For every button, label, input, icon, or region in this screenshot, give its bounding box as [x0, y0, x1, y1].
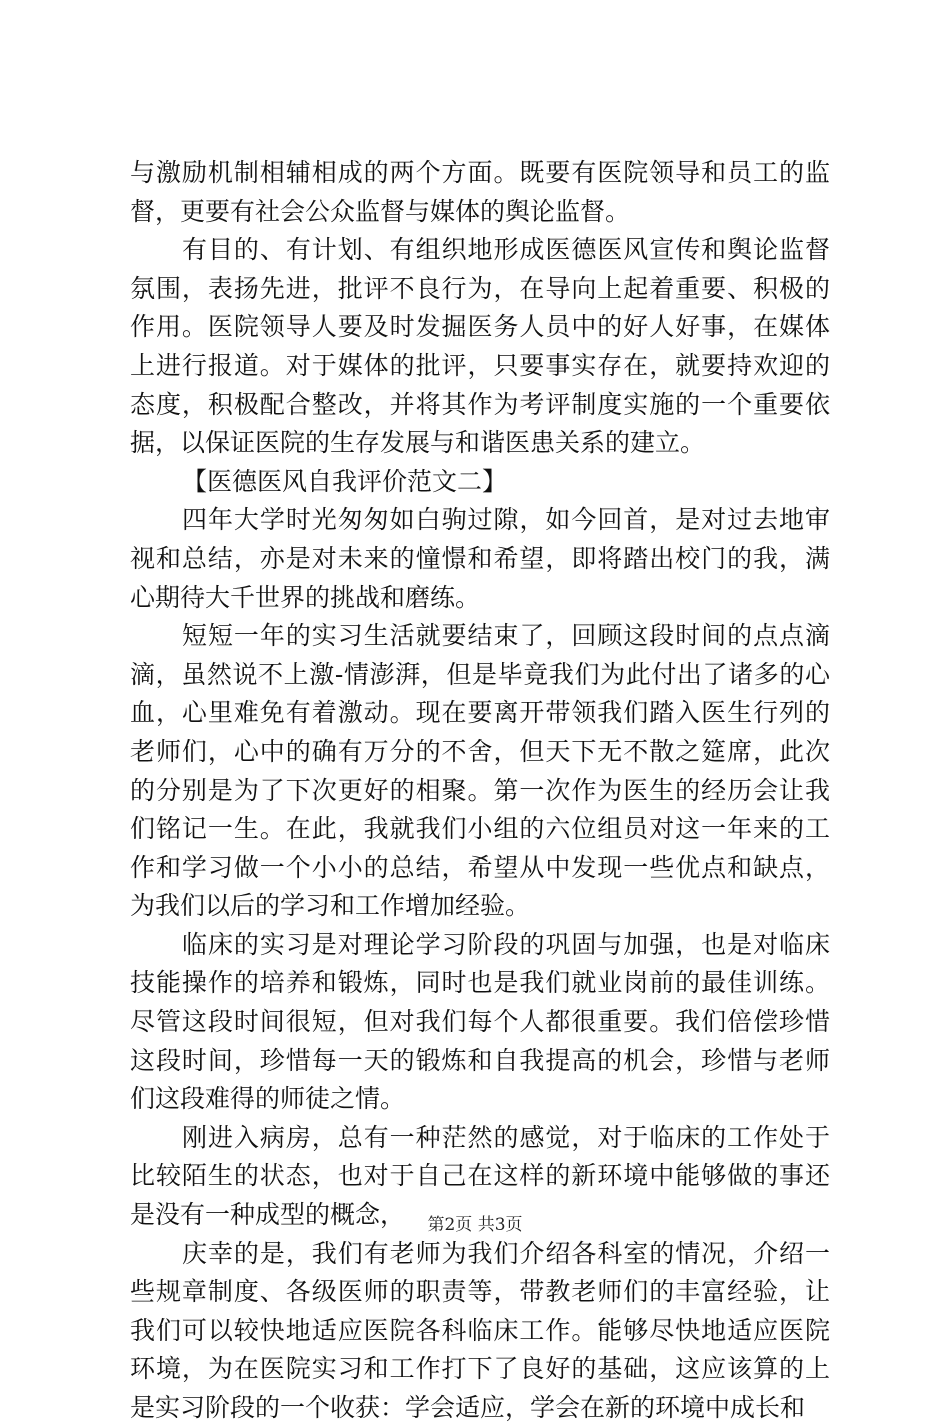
- text-line: 为我们以后的学习和工作增加经验。: [130, 891, 531, 921]
- text-line: 态度，积极配合整改，并将其作为考评制度实施的一个重要依: [130, 389, 830, 419]
- page-footer: [0, 1214, 950, 1236]
- text-line: 些规章制度、各级医师的职责等，带教老师们的丰富经验，让: [130, 1277, 830, 1307]
- paragraph: [130, 1235, 830, 1428]
- text-line: 与激励机制相辅相成的两个方面。既要有医院领导和员工的监: [130, 158, 830, 187]
- paragraph: [130, 501, 830, 617]
- text-line: 老师们，心中的确有万分的不舍，但天下无不散之筵席，此次: [130, 736, 830, 766]
- text-line: 尽管这段时间很短，但对我们每个人都很重要。我们倍偿珍惜: [130, 1007, 830, 1037]
- text-line: 血，心里难免有着激动。现在要离开带领我们踏入医生行列的: [130, 698, 830, 728]
- text-line: 有目的、有计划、有组织地形成医德医风宣传和舆论监督: [182, 235, 830, 265]
- text-line: 作用。医院领导人要及时发掘医务人员中的好人好事，在媒体: [130, 312, 830, 342]
- text-line: 四年大学时光匆匆如白驹过隙，如今回首，是对过去地审: [182, 505, 830, 535]
- text-line: 们这段难得的师徒之情。: [130, 1084, 406, 1114]
- text-line: 比较陌生的状态，也对于自己在这样的新环境中能够做的事还: [130, 1161, 830, 1191]
- paragraph: [130, 617, 830, 926]
- paragraph: [130, 231, 830, 463]
- text-line: 临床的实习是对理论学习阶段的巩固与加强，也是对临床: [182, 929, 830, 959]
- text-line: 技能操作的培养和锻炼，同时也是我们就业岗前的最佳训练。: [130, 968, 830, 998]
- text-line: 是实习阶段的一个收获：学会适应，学会在新的环境中成长和: [130, 1393, 806, 1422]
- text-line: 是没有一种成型的概念，: [130, 1200, 406, 1230]
- paragraph: [130, 154, 830, 231]
- text-line: 这段时间，珍惜每一天的锻炼和自我提高的机会，珍惜与老师: [130, 1045, 830, 1075]
- text-line: 督，更要有社会公众监督与媒体的舆论监督。: [130, 196, 631, 226]
- page-indicator: 第2页 共3页: [427, 1215, 523, 1235]
- text-line: 刚进入病房，总有一种茫然的感觉，对于临床的工作处于: [182, 1122, 830, 1152]
- text-line: 上进行报道。对于媒体的批评，只要事实存在，就要持欢迎的: [130, 350, 830, 380]
- text-line: 据，以保证医院的生存发展与和谐医患关系的建立。: [130, 428, 706, 458]
- text-line: 的分别是为了下次更好的相聚。第一次作为医生的经历会让我: [130, 775, 830, 805]
- text-line: 们铭记一生。在此，我就我们小组的六位组员对这一年来的工: [130, 814, 830, 844]
- text-line: 环境，为在医院实习和工作打下了良好的基础，这应该算的上: [130, 1354, 830, 1384]
- text-line: 我们可以较快地适应医院各科临床工作。能够尽快地适应医院: [130, 1315, 830, 1345]
- text-line: 氛围，表扬先进，批评不良行为，在导向上起着重要、积极的: [130, 273, 830, 303]
- text-line: 滴，虽然说不上激-情澎湃，但是毕竟我们为此付出了诸多的心: [130, 659, 830, 689]
- text-line: 庆幸的是，我们有老师为我们介绍各科室的情况，介绍一: [182, 1238, 830, 1268]
- document-body: [130, 154, 830, 1428]
- text-line: 视和总结，亦是对未来的憧憬和希望，即将踏出校门的我，满: [130, 543, 830, 573]
- text-line: 作和学习做一个小小的总结，希望从中发现一些优点和缺点，: [130, 852, 830, 882]
- text-line: 【医德医风自我评价范文二】: [182, 466, 508, 496]
- paragraph: [130, 463, 830, 502]
- text-line: 短短一年的实习生活就要结束了，回顾这段时间的点点滴: [182, 621, 830, 651]
- text-line: 心期待大千世界的挑战和磨练。: [130, 582, 481, 612]
- paragraph: [130, 926, 830, 1119]
